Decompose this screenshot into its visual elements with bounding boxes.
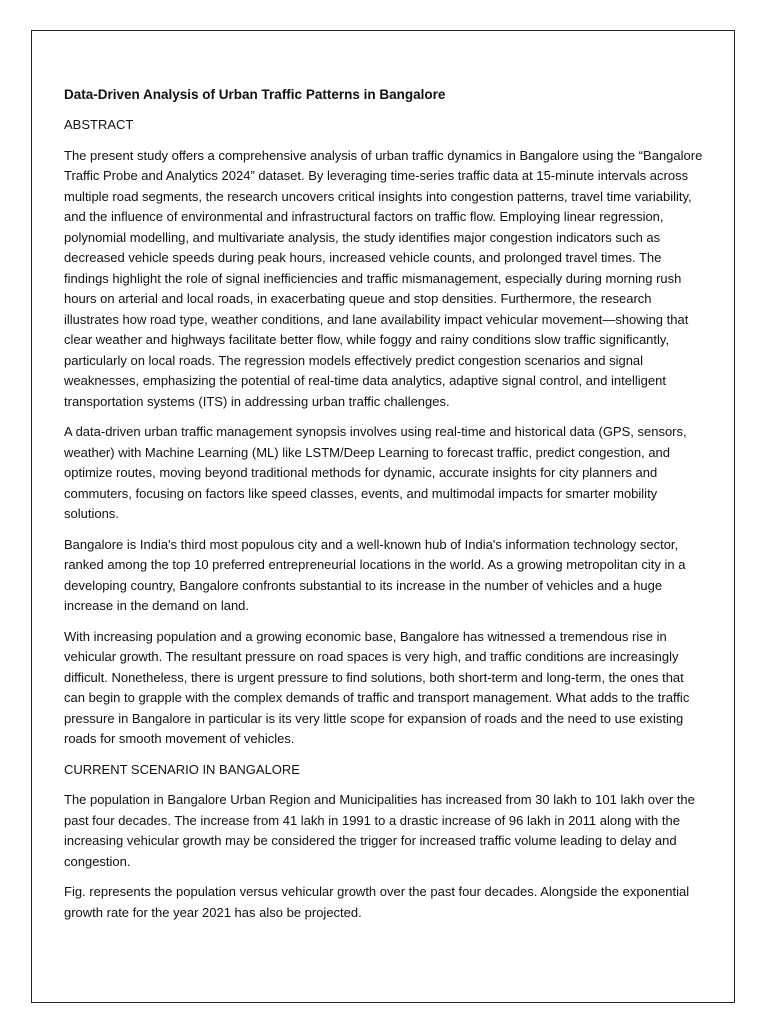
document-body: [64, 85, 706, 933]
population-paragraph: The population in Bangalore Urban Region and Municipalities has increased from 30 lakh to 101 lakh over the past four decades. The increase from 41 lakh in 1991 to a drastic increase of 96 lakh in 2011 along with the increasing vehicular growth may be considered the trigger for increased traffic volume leading to delay and congestion.: [64, 792, 695, 869]
document-title: Data-Driven Analysis of Urban Traffic Patterns in Bangalore: [64, 87, 446, 102]
figure-reference-paragraph: Fig. represents the population versus vehicular growth over the past four decades. Alongside the exponential growth rate for the year 2021 has also be projected.: [64, 884, 690, 920]
abstract-heading: ABSTRACT: [64, 117, 134, 132]
vehicular-growth-paragraph: With increasing population and a growing economic base, Bangalore has witnessed a tremendous rise in vehicular growth. The resultant pressure on road spaces is very high, and traffic conditions are increasingly difficult. Nonetheless, there is urgent pressure to find solutions, both short-term and long-term, the ones that can begin to grapple with the complex demands of traffic and transport management. What adds to the traffic pressure in Bangalore in particular is its very little scope for expansion of roads and the need to use existing roads for smooth movement of vehicles.: [64, 628, 690, 746]
scenario-heading: CURRENT SCENARIO IN BANGALORE: [64, 761, 300, 777]
abstract-paragraph: The present study offers a comprehensive analysis of urban traffic dynamics in Bangalore using the “Bangalore Traffic Probe and Analytics 2024” dataset. By leveraging time-series traffic data at 15-minute intervals across multiple road segments, the research uncovers critical insights into congestion patterns, travel time variability, and the influence of environmental and infrastructural factors on traffic flow. Employing linear regression, polynomial modelling, and multivariate analysis, the study identifies major congestion indicators such as decreased vehicle speeds during peak hours, increased vehicle counts, and prolonged travel times. The findings highlight the role of signal inefficiencies and traffic mismanagement, especially during morning rush hours on arterial and local roads, in exacerbating queue and stop densities. Furthermore, the research illustrates how road type, weather conditions, and lane availability impact vehicular movement—showing that clear weather and highways facilitate better flow, while foggy and rainy conditions slow traffic significantly, particularly on local roads. The regression models effectively predict congestion scenarios and signal weaknesses, emphasizing the potential of real-time data analytics, adaptive signal control, and intelligent transportation systems (ITS) in addressing urban traffic challenges.: [64, 147, 703, 409]
synopsis-paragraph: A data-driven urban traffic management synopsis involves using real-time and historical data (GPS, sensors, weather) with Machine Learning (ML) like LSTM/Deep Learning to forecast traffic, predict congestion, and optimize routes, moving beyond traditional methods for dynamic, accurate insights for city planners and commuters, focusing on factors like speed classes, events, and multimodal impacts for smarter mobility solutions.: [64, 424, 687, 521]
bangalore-intro-paragraph: Bangalore is India's third most populous city and a well-known hub of India's information technology sector, ranked among the top 10 preferred entrepreneurial locations in the world. As a growing metropolitan city in a developing country, Bangalore confronts substantial to its increase in the number of vehicles and a huge increase in the demand on land.: [64, 536, 686, 613]
